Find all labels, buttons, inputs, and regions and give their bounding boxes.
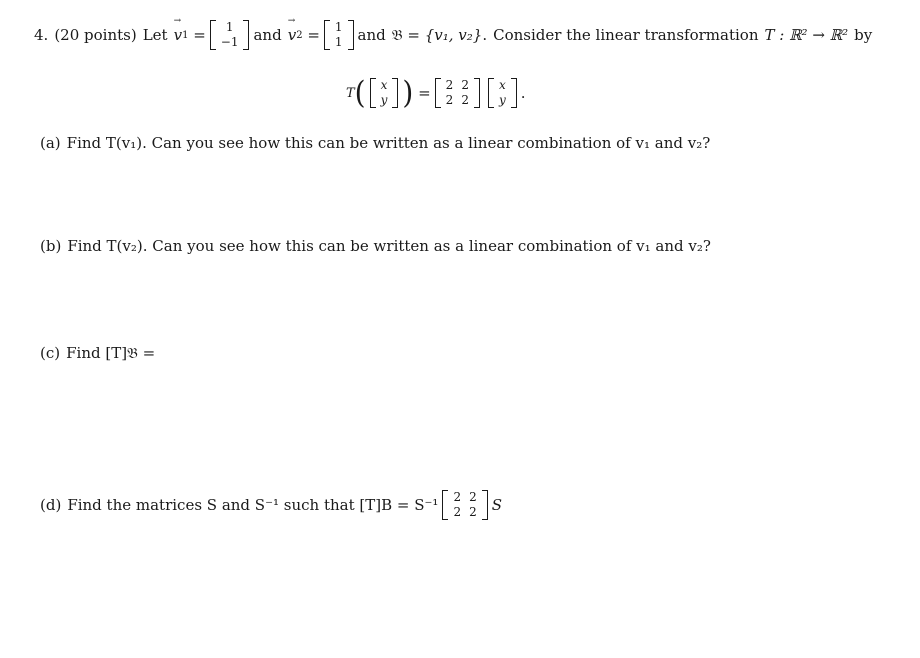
result-vector (488, 78, 517, 108)
matrix-entry: 2 (453, 505, 462, 519)
open-paren: ( (354, 74, 366, 111)
v1-index: 1 (182, 29, 189, 41)
transformation-matrix (435, 78, 480, 108)
by-text: by (854, 26, 873, 44)
part-a (40, 134, 710, 152)
v2-index: 2 (296, 29, 303, 41)
part-a-label: (a) (40, 134, 61, 152)
close-paren: ) (402, 74, 414, 111)
basis-symbol: 𝔅 (391, 26, 403, 44)
part-a-text: Find T(v₁). Can you see how this can be written as a linear combination of v₁ and v₂? (66, 134, 711, 152)
part-c-label: (c) (40, 344, 61, 362)
part-b-text: Find T(v₂). Can you see how this can be written as a linear combination of v₁ and v₂? (67, 237, 711, 255)
input-vector (370, 78, 399, 108)
problem-points: (20 points) (54, 26, 137, 44)
problem-statement: 4. (20 points) Let → v 1 = 1 −1 and → v 2 = 1 1 and 𝔅 = {v₁, v₂} . Consider the linear transformation T : ℝ² → ℝ² by (34, 20, 872, 50)
matrix-entry: 2 (469, 490, 477, 504)
t-symbol: T (346, 85, 355, 101)
let-text: Let (142, 26, 168, 44)
transformation-definition: T ( x y ) = 2 2 2 2 x y . (346, 74, 526, 111)
part-c (40, 344, 155, 362)
v2-column-vector (324, 20, 354, 50)
part-d-matrix (442, 490, 487, 520)
part-b-label: (b) (40, 237, 62, 255)
part-d-suffix: S (491, 496, 503, 514)
matrix-entry: 2 (453, 490, 462, 504)
v1-column-vector (210, 20, 250, 50)
matrix-entry: 2 (469, 505, 477, 519)
matrix-entry: x (498, 78, 506, 92)
matrix-entry: 2 (445, 78, 454, 92)
v1-symbol: → v (174, 26, 182, 44)
and-text: and (253, 26, 282, 44)
consider-text: Consider the linear transformation (493, 26, 759, 44)
matrix-entry: 2 (445, 93, 454, 107)
v2-symbol: → v (288, 26, 296, 44)
matrix-entry: 1 (334, 20, 343, 34)
basis-set: {v₁, v₂} (424, 26, 483, 44)
part-d-text: Find the matrices S and S⁻¹ such that [T]B = S⁻¹ (67, 496, 439, 514)
matrix-entry: 1 (225, 20, 234, 34)
part-d-label: (d) (40, 496, 62, 514)
map-text: T : ℝ² → ℝ² (764, 26, 849, 44)
matrix-entry: 2 (461, 93, 469, 107)
matrix-entry: 1 (334, 35, 343, 49)
part-b (40, 237, 711, 255)
matrix-entry: y (380, 93, 388, 107)
problem-number: 4. (34, 26, 49, 44)
and-text-2: and (357, 26, 386, 44)
matrix-entry: −1 (220, 35, 239, 49)
matrix-entry: x (380, 78, 388, 92)
part-c-text: Find [T]𝔅 = (66, 344, 156, 362)
matrix-entry: 2 (461, 78, 469, 92)
matrix-entry: y (498, 93, 506, 107)
part-d (40, 490, 502, 520)
